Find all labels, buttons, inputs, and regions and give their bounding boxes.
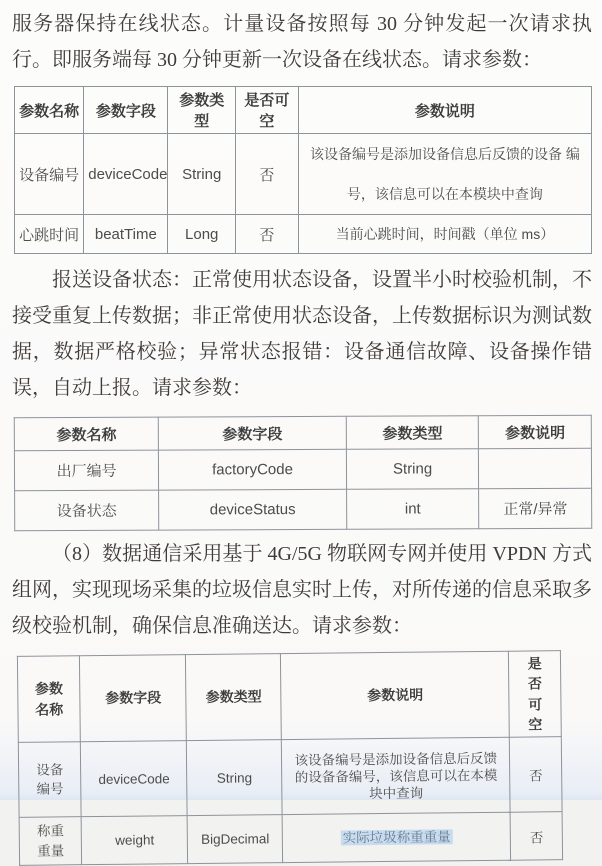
cell-param-nullable: 否 (235, 215, 298, 254)
cell-param-name (19, 817, 82, 866)
header-param-field: 参数字段 (159, 416, 347, 450)
cell-param-type: int (346, 489, 479, 530)
header-param-field: 参数字段 (84, 87, 168, 134)
cell-param-desc (282, 812, 511, 862)
cell-param-type: Long (168, 215, 236, 254)
cell-param-name-label: 设备编号 (36, 761, 64, 797)
header-param-nullable (509, 651, 562, 738)
cell-param-desc: 当前心跳时间，时间戳（单位 ms） (298, 215, 591, 254)
header-param-name (17, 656, 80, 743)
cell-param-field: deviceCode (81, 741, 188, 817)
cell-param-type: String (168, 134, 236, 215)
cell-param-desc: 该设备编号是添加设备信息后反馈的设备备编号，该信息可以在本模块中查询 (282, 737, 511, 814)
header-param-nullable-label: 是否可空 (527, 655, 543, 733)
header-param-field: 参数字段 (80, 655, 187, 742)
cell-param-type: BigDecimal (187, 815, 283, 864)
cell-param-name: 心跳时间 (15, 215, 84, 254)
cell-param-name: 设备编号 (15, 134, 84, 215)
cell-param-desc: 该设备编号是添加设备信息后反馈的设备 编号，该信息可以在本模块中查询 (298, 134, 591, 215)
cell-param-name: 设备状态 (15, 490, 159, 531)
cell-param-nullable: 否 (235, 134, 298, 215)
paragraph-data-communication: （8）数据通信采用基于 4G/5G 物联网专网并使用 VPDN 方式组网，实现现场采集的垃圾信息实时上传，对所传递的信息采取多级校验机制，确保信息准确送达。请求参数： (12, 543, 592, 637)
cell-param-type: String (346, 449, 479, 490)
highlighted-text: 实际垃圾称重重量 (342, 829, 451, 846)
paragraph-device-status: 报送设备状态：正常使用状态设备，设置半小时校验机制，不接受重复上传数据；非正常使用状态设备，上传数据标识为测试数据，数据严格校验；异常状态报错：设备通信故障、设备操作错误，自动上报。请求参数： (12, 269, 592, 399)
cell-param-name-label: 称重重量 (36, 823, 65, 859)
cell-param-field: weight (82, 816, 188, 865)
cell-param-field: deviceCode (84, 134, 168, 215)
header-param-nullable: 是否可空 (235, 87, 298, 134)
header-param-name-label: 参数名称 (34, 680, 64, 718)
table-row (15, 488, 592, 531)
table-row (18, 737, 562, 818)
cell-param-desc: 正常/异常 (479, 488, 592, 528)
cell-param-nullable: 否 (510, 812, 562, 861)
cell-param-field: factoryCode (159, 449, 347, 490)
header-param-name: 参数名称 (14, 417, 158, 451)
table-header-row (14, 415, 591, 451)
header-param-type: 参数类型 (186, 654, 282, 741)
device-status-params-table (14, 415, 592, 532)
header-param-desc: 参数说明 (479, 415, 592, 448)
cell-param-name: 出厂编号 (14, 450, 158, 491)
cell-param-nullable: 否 (510, 737, 562, 813)
table-header-row (15, 87, 592, 134)
table-row (19, 812, 562, 866)
table-row (14, 448, 591, 491)
cell-param-type: String (187, 740, 283, 816)
data-upload-params-table (17, 650, 563, 866)
cell-param-name (18, 742, 81, 818)
paragraph-heartbeat-intro: 服务器保持在线状态。计量设备按照每 30 分钟发起一次请求执行。即服务端每 30 分钟更新一次设备在线状态。请求参数： (12, 13, 592, 71)
header-param-desc: 参数说明 (281, 651, 510, 740)
cell-param-desc (479, 448, 592, 488)
table-header-row (17, 651, 561, 743)
cell-param-field: beatTime (84, 215, 168, 254)
header-param-type: 参数类型 (346, 416, 479, 450)
header-param-desc: 参数说明 (298, 87, 591, 134)
table-row (15, 134, 592, 215)
cell-param-field: deviceStatus (159, 489, 347, 530)
header-param-type: 参数类型 (168, 87, 236, 134)
heartbeat-params-table (14, 86, 592, 254)
table-row (15, 215, 592, 254)
header-param-name: 参数名称 (15, 87, 84, 134)
